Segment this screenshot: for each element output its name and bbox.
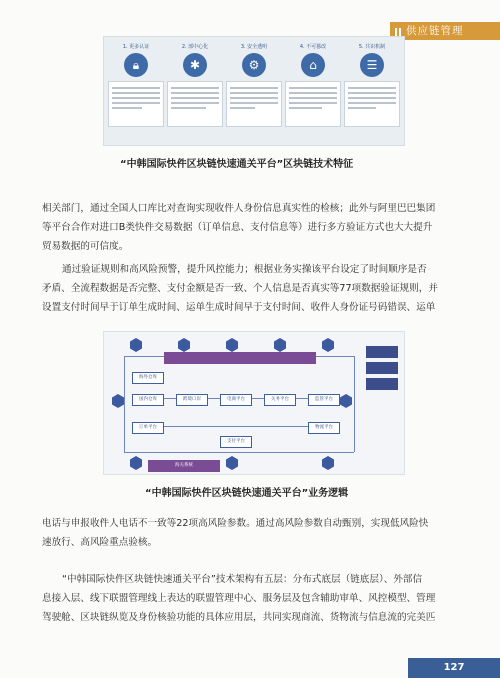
feature-title: 1. 更多认证 xyxy=(122,44,150,50)
feature-description-box xyxy=(167,81,223,127)
hexagon-node xyxy=(340,394,352,408)
hexagon-node xyxy=(112,394,124,408)
page-number: 127 xyxy=(408,658,500,678)
feature-title: 4. 不可篡改 xyxy=(299,44,327,50)
hexagon-node xyxy=(226,456,238,470)
text-line: 矛盾、全流程数据是否完整、支付金额是否一致、个人信息是否真实等77项数据验证规则，并 xyxy=(42,283,438,294)
diagram-node: 跨境口岸 xyxy=(176,394,208,406)
feature-column xyxy=(344,43,400,139)
hexagon-node xyxy=(322,456,334,470)
feature-column xyxy=(285,43,341,139)
diagram-node: 海外仓库 xyxy=(132,372,164,384)
diagram-node: 关务平台 xyxy=(264,394,296,406)
lock-icon: 🔒︎ xyxy=(124,53,148,77)
hexagon-node xyxy=(178,338,190,352)
hexagon-node xyxy=(274,338,286,352)
diagram-side-node xyxy=(366,346,398,358)
text-line: 等平台合作对进口B类快件交易数据（订单信息、支付信息等）进行多方验证方式也大大提升 xyxy=(42,222,433,233)
hexagon-node xyxy=(322,338,334,352)
hexagon-node xyxy=(130,456,142,470)
paragraph-4 xyxy=(42,570,462,627)
text-line: 驾驶舱、区块链纵览及身份核验功能的具体应用层，共同实现商流、货物流与信息流的完美匹 xyxy=(42,612,436,623)
feature-title: 5. 共识机制 xyxy=(358,44,386,50)
paragraph-2 xyxy=(42,260,462,317)
diagram-node: 支付平台 xyxy=(220,436,252,448)
paragraph-1 xyxy=(42,199,462,256)
blockchain-features-figure xyxy=(103,36,405,146)
text-line: 速放行、高风险重点验核。 xyxy=(42,537,158,548)
hexagon-node xyxy=(130,338,142,352)
text-line: 息接入层、线下联盟管理线上表达的联盟管理中心、服务层及包含辅助审单、风控模型、管理 xyxy=(42,593,436,604)
feature-description-box xyxy=(108,81,164,127)
house-icon: ⌂ xyxy=(301,53,325,77)
diagram-node: 监管平台 xyxy=(308,394,340,406)
diagram-node: 物流平台 xyxy=(308,422,340,434)
feature-title: 3. 安全透明 xyxy=(240,44,268,50)
feature-title: 2. 部中心化 xyxy=(181,44,209,50)
feature-description-box xyxy=(285,81,341,127)
text-line: 设置支付时间早于订单生成时间、运单生成时间早于支付时间、收件人身份证号码错误、运单 xyxy=(42,302,436,313)
diagram-top-band xyxy=(164,352,316,364)
figure1-caption: “中韩国际快件区块链快速通关平台”区块链技术特征 xyxy=(120,159,354,170)
diagram-node: 国内仓库 xyxy=(132,394,164,406)
paragraph-3 xyxy=(42,514,462,552)
feature-column xyxy=(167,43,223,139)
section-title: 供应链管理 xyxy=(406,25,464,37)
feature-description-box xyxy=(226,81,282,127)
figure2-caption: “中韩国际快件区块链快速通关平台”业务逻辑 xyxy=(145,488,349,499)
diagram-side-node xyxy=(366,378,398,390)
diagram-node: 海关系统 xyxy=(148,460,220,472)
feature-column xyxy=(226,43,282,139)
diagram-side-node xyxy=(366,362,398,374)
text-line: 贸易数据的可信度。 xyxy=(42,241,129,252)
feature-description-box xyxy=(344,81,400,127)
text-line: 通过验证规则和高风险预警，提升风控能力；根据业务实操该平台设定了时间顺序是否 xyxy=(62,264,427,275)
hexagon-node xyxy=(226,338,238,352)
network-icon: ✱ xyxy=(183,53,207,77)
document-icon: ☰ xyxy=(360,53,384,77)
diagram-node: 订单平台 xyxy=(132,422,164,434)
text-line: “中韩国际快件区块链快速通关平台”技术架构有五层：分布式底层（链底层）、外部信 xyxy=(62,574,423,585)
feature-column xyxy=(108,43,164,139)
text-line: 相关部门，通过全国人口库比对查询实现收件人身份信息真实性的检核；此外与阿里巴巴集团 xyxy=(42,203,436,214)
section-header-tab xyxy=(390,22,500,40)
business-logic-figure xyxy=(103,331,405,475)
shield-icon: ⚙ xyxy=(242,53,266,77)
text-line: 电话与申报收件人电话不一致等22项高风险参数。通过高风险参数自动甄别，实现低风险快 xyxy=(42,518,429,529)
diagram-node: 电商平台 xyxy=(220,394,252,406)
